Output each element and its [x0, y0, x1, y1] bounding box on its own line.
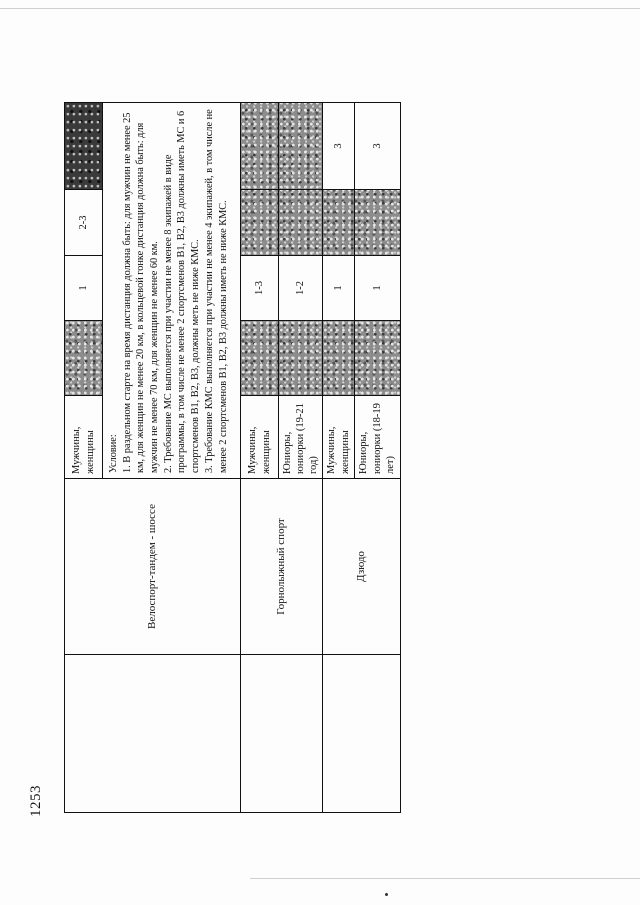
value-cell: 3	[323, 103, 354, 190]
value-cell: 1	[65, 256, 103, 321]
page-number: 1253	[28, 785, 44, 817]
blank-cell	[241, 655, 323, 813]
scan-edge-top	[0, 8, 640, 9]
shaded-cell	[241, 103, 279, 190]
sport-name-velo: Велоспорт-тандем - шоссе	[65, 479, 241, 655]
table-row	[241, 103, 279, 813]
value-cell: 2-3	[65, 190, 103, 256]
table-row	[65, 103, 103, 813]
conditions-text	[103, 103, 241, 479]
shaded-cell	[354, 190, 400, 256]
group-cell: Юниоры, юниорки (18-19 лет)	[354, 396, 400, 479]
shaded-cell	[279, 103, 323, 190]
condition-line: 2. Требование МС выполняется при участии не менее 8 экипажей в виде программы, в том числе не менее 2 спортсменов В1, В2, В3 должны иметь МС и 6 спортсменов В1, В2, В3, должны меть не ниже КМС.	[162, 110, 202, 473]
shaded-cell	[65, 103, 103, 190]
rotated-page	[28, 103, 396, 817]
sports-requirements-table	[64, 102, 401, 813]
shaded-cell	[354, 321, 400, 396]
value-cell: 1	[354, 256, 400, 321]
shaded-cell	[65, 321, 103, 396]
sport-name-ski: Горнолыжный спорт	[241, 479, 323, 655]
table-row	[323, 103, 354, 813]
blank-cell	[65, 655, 241, 813]
value-cell: 1-2	[279, 256, 323, 321]
condition-heading: Условие:	[108, 434, 119, 473]
shaded-cell	[241, 321, 279, 396]
shaded-cell	[323, 321, 354, 396]
shaded-cell	[241, 190, 279, 256]
value-cell: 3	[354, 103, 400, 190]
condition-line: 1. В раздельном старте на время дистанция должна быть: для мужчин не менее 25 км, для женщин не менее 20 км, в кольцевой гонке дистанция должна быть: для мужчин не менее 70 км, для женщин не менее 60 км.	[121, 112, 161, 473]
shaded-cell	[279, 190, 323, 256]
group-cell: Мужчины, женщины	[241, 396, 279, 479]
condition-line: 3. Требование КМС выполняется при участии не менее 4 экипажей, в том числе не менее 2 спортсменов В1, В2, В3 должны иметь не ниже КМС.	[203, 109, 229, 473]
scan-edge-bottom	[250, 878, 640, 879]
shaded-cell	[323, 190, 354, 256]
value-cell: 1	[323, 256, 354, 321]
sport-name-judo: Дзюдо	[323, 479, 400, 655]
value-cell: 1-3	[241, 256, 279, 321]
group-cell: Мужчины, женщины	[323, 396, 354, 479]
group-cell: Мужчины, женщины	[65, 396, 103, 479]
group-cell: Юниоры, юниорки (19-21 год)	[279, 396, 323, 479]
scan-speck	[385, 893, 388, 896]
blank-cell	[323, 655, 400, 813]
shaded-cell	[279, 321, 323, 396]
